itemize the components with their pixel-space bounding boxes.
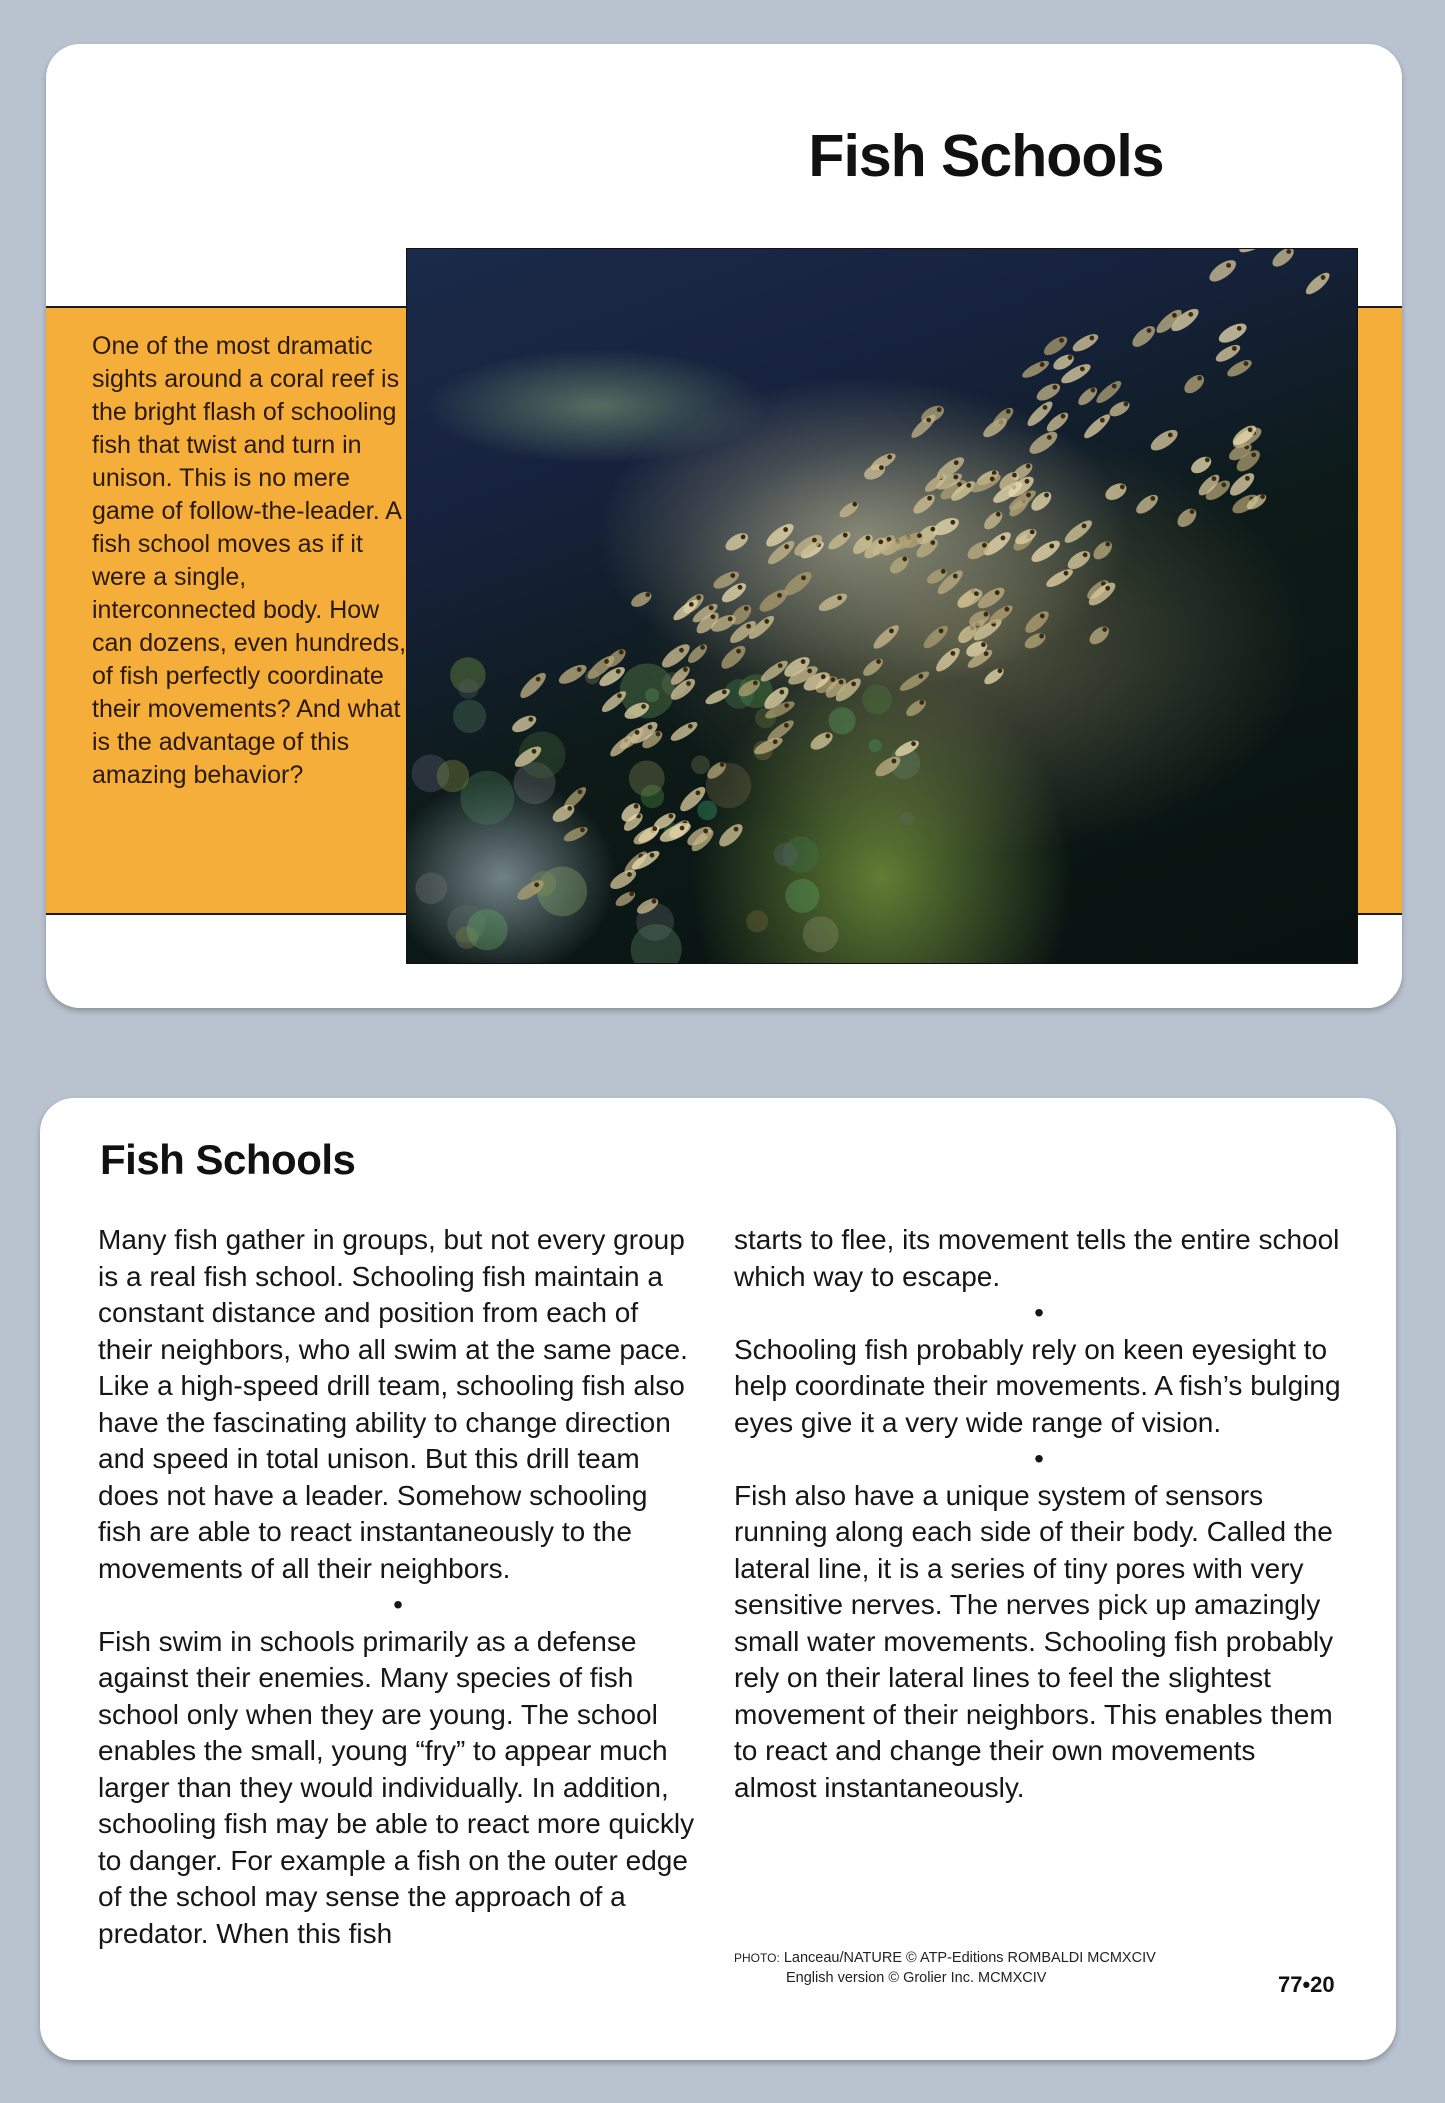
coral-blob: [437, 760, 470, 793]
fish: [933, 645, 963, 675]
coral-blob: [900, 811, 914, 825]
coral-blob: [415, 872, 447, 904]
coral-blob: [746, 910, 768, 932]
fish: [562, 824, 590, 844]
fish: [837, 499, 861, 520]
fish: [1081, 411, 1113, 441]
front-title: Fish Schools: [808, 123, 1164, 189]
fish: [982, 665, 1007, 687]
fish: [723, 530, 751, 554]
paragraph-4: Fish also have a unique system of sensors running along each side of their body. Called the lateral line, it is a series of tiny pores with very sensitive nerves. The nerves pick up amazingly small water movements. Schooling fish probably rely on their lateral lines to feel the slightest movement of their neighbors. This enables them to react and change their own movements almost instantaneously.: [734, 1479, 1334, 1803]
coral-blob: [869, 739, 882, 752]
coral-blob: [785, 879, 819, 913]
fish: [1206, 256, 1240, 286]
coral-blob: [453, 700, 486, 733]
fish: [668, 719, 700, 745]
fish: [629, 589, 654, 610]
text-column-left: [98, 1222, 698, 1952]
fish: [920, 622, 951, 651]
fish: [1065, 547, 1094, 572]
fish: [1093, 378, 1124, 407]
fish: [1213, 342, 1242, 365]
bullet-separator: •: [1034, 1297, 1044, 1328]
fish: [1102, 480, 1129, 503]
fish: [1133, 491, 1161, 517]
fish: [1237, 249, 1272, 256]
fish: [1174, 505, 1200, 530]
text-column-right: [734, 1222, 1344, 1806]
bullet-separator: •: [393, 1589, 403, 1620]
coral-blob: [862, 684, 892, 714]
fish: [1070, 331, 1101, 355]
fish: [685, 641, 710, 666]
fish: [1148, 426, 1181, 454]
fish: [1062, 517, 1096, 547]
fish: [1129, 322, 1159, 350]
fish: [556, 661, 589, 687]
card-number: 77•20: [1278, 1972, 1335, 1997]
coral-blob: [458, 679, 478, 699]
fish: [897, 668, 931, 694]
fish: [1086, 623, 1112, 648]
coral-blob: [697, 800, 717, 820]
photo-credit-line: Lanceau/NATURE © ATP-Editions ROMBALDI MCMXCIV: [783, 1950, 1156, 1966]
back-card: [40, 1098, 1396, 2060]
fish: [870, 622, 902, 652]
fish: [826, 529, 854, 553]
fish: [716, 820, 747, 850]
intro-text: One of the most dramatic sights around a coral reef is the bright flash of schooling fish that twist and turn in unison. This is no mere game of follow-the-leader. A fish school moves as if it were a single, interconnected body. How can dozens, even hundreds, of fish perfectly coordinate their movements? And what is the advantage of this amazing behavior?: [92, 332, 407, 789]
fish: [1107, 398, 1132, 419]
coral-blob: [774, 842, 798, 866]
fish: [1303, 269, 1333, 297]
fish-school-illustration: [407, 249, 1357, 963]
fish: [1041, 333, 1070, 359]
fish: [860, 656, 885, 679]
coral-blob: [829, 707, 856, 734]
english-credit-line: English version © Grolier Inc. MCMXCIV: [786, 1970, 1047, 1986]
fish: [816, 590, 849, 614]
fish: [1026, 428, 1061, 458]
fish: [510, 712, 539, 735]
fish: [1216, 320, 1250, 347]
fish: [517, 669, 550, 701]
coral-blob: [803, 916, 839, 952]
paragraph-3: Schooling fish probably rely on keen eyesight to help coordinate their movements. A fish’s bulging eyes give it a very wide range of vision.: [734, 1333, 1341, 1438]
fish-school-photo: [406, 248, 1358, 964]
fish: [1181, 371, 1207, 396]
fish: [1028, 537, 1063, 566]
fish: [613, 889, 637, 909]
fish: [808, 729, 836, 753]
fish: [1022, 630, 1048, 651]
coral-blob: [691, 755, 710, 774]
photo-label: PHOTO:: [734, 1951, 780, 1965]
fish: [1188, 453, 1214, 476]
fish: [1225, 357, 1254, 380]
coral-blob: [467, 909, 508, 950]
fish: [1269, 249, 1297, 270]
front-card: [46, 44, 1402, 1008]
fish: [981, 509, 1005, 533]
fish: [1034, 380, 1063, 404]
photo-credits: [734, 1948, 1156, 1988]
fish: [1075, 384, 1100, 408]
paragraph-2-part-1: Fish swim in schools primarily as a defense against their enemies. Many species of fish school only when they are young. The school enables the small, young “fry” to appear much larger than they would individually. In addition, schooling fish may be able to react more quickly to danger. For example a fish on the outer edge of the school may sense the approach of a predator. When this fish: [98, 1625, 695, 1949]
fish: [910, 491, 937, 517]
paragraph-2-part-2: starts to flee, its movement tells the entire school which way to escape.: [734, 1224, 1340, 1292]
back-title: Fish Schools: [100, 1136, 356, 1183]
bullet-separator: •: [1034, 1443, 1044, 1474]
fish: [1020, 358, 1051, 381]
fish: [1022, 608, 1052, 637]
paragraph-1: Many fish gather in groups, but not every group is a real fish school. Schooling fish maintain a constant distance and position from each of their neighbors, who all swim at the same pace. Like a high-speed drill team, schooling fish also have the fascinating ability to change direction and speed in total unison. But this drill team does not have a leader. Somehow schooling fish are able to react instantaneously to the movements of all their neighbors.: [98, 1224, 688, 1584]
coral-blob: [629, 761, 665, 797]
fish: [887, 553, 912, 577]
fish: [1090, 538, 1115, 563]
fish: [718, 642, 749, 672]
fish: [1044, 566, 1075, 590]
fish: [904, 697, 929, 719]
